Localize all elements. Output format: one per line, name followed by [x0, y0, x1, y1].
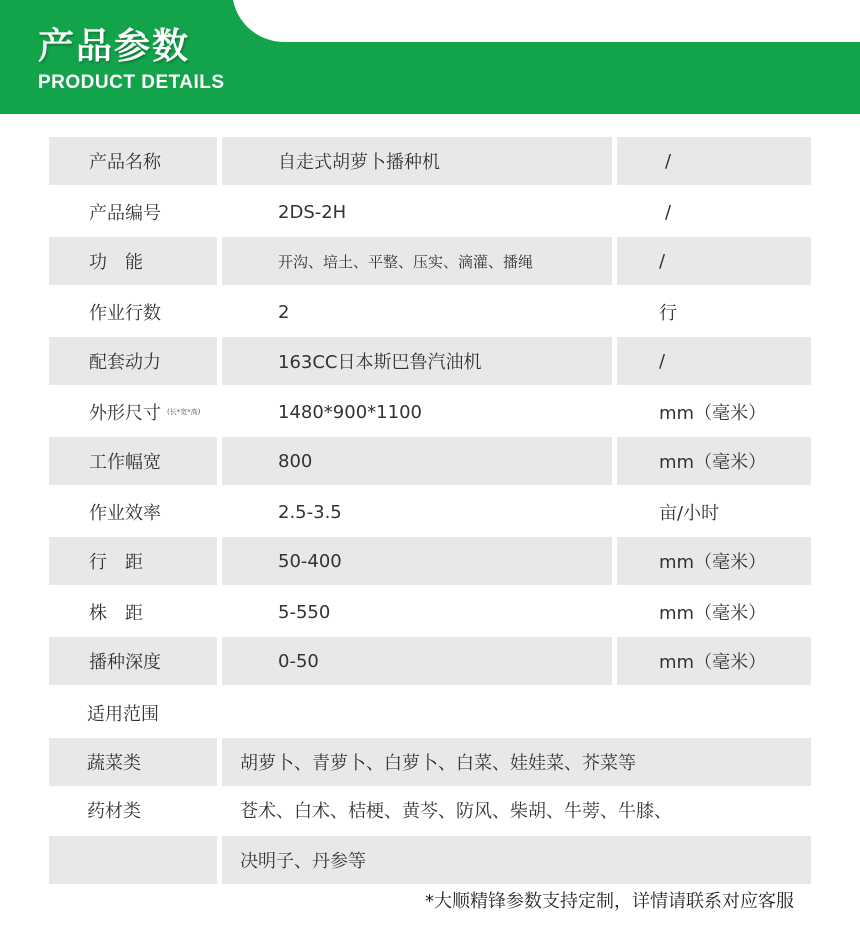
param-unit: /: [665, 201, 672, 223]
param-label: 作业行数: [89, 303, 161, 324]
param-value: 1480*900*1100: [278, 401, 422, 423]
param-value: 5-550: [278, 601, 331, 623]
param-label: 行 距: [49, 537, 217, 585]
param-unit: mm（毫米）: [659, 603, 767, 624]
param-value: 163CC日本斯巴鲁汽油机: [222, 337, 612, 385]
param-value: 2.5-3.5: [278, 501, 342, 523]
param-label: 产品编号: [89, 203, 161, 224]
param-unit: /: [617, 337, 811, 385]
params-table: [49, 137, 811, 687]
page-subtitle: PRODUCT DETAILS: [38, 72, 225, 93]
table-row: [49, 487, 811, 537]
table-row: [49, 587, 811, 637]
table-row: [49, 387, 811, 437]
param-label: 外形尺寸 (长*宽*高): [89, 403, 201, 424]
param-label-note: (长*宽*高): [167, 408, 201, 416]
param-unit: 亩/小时: [659, 503, 720, 524]
header-white-curve: [232, 0, 860, 42]
applicable-value: 胡萝卜、青萝卜、白萝卜、白菜、娃娃菜、芥菜等: [222, 738, 811, 786]
table-row: [49, 437, 811, 487]
param-unit: 行: [659, 303, 677, 324]
param-value: 800: [222, 437, 612, 485]
param-unit: /: [617, 237, 811, 285]
applicable-scope-title: 适用范围: [87, 704, 159, 725]
table-row: [49, 637, 811, 687]
table-row: [49, 337, 811, 387]
applicable-label: [49, 836, 217, 884]
header-banner: [0, 0, 860, 114]
page-title: 产品参数: [38, 26, 191, 67]
table-row: [49, 187, 811, 237]
param-label: 产品名称: [49, 137, 217, 185]
param-label: 工作幅宽: [49, 437, 217, 485]
table-row: [49, 237, 811, 287]
customization-footnote: *大顺精锋参数支持定制，详情请联系对应客服: [425, 891, 794, 912]
param-label: 播种深度: [49, 637, 217, 685]
param-value: 自走式胡萝卜播种机: [222, 137, 612, 185]
applicable-value: 苍术、白术、桔梗、黄芩、防风、柴胡、牛蒡、牛膝、: [240, 801, 672, 822]
param-label: 功 能: [49, 237, 217, 285]
param-label: 作业效率: [89, 503, 161, 524]
param-unit: /: [617, 137, 811, 185]
applicable-label: 蔬菜类: [49, 738, 217, 786]
applicable-row-vegetables: [49, 738, 811, 786]
param-unit: mm（毫米）: [617, 537, 811, 585]
table-row: [49, 537, 811, 587]
param-unit: mm（毫米）: [617, 437, 811, 485]
param-value: 50-400: [222, 537, 612, 585]
param-value: 2: [278, 301, 290, 323]
param-value: 2DS-2H: [278, 201, 347, 223]
table-row: [49, 287, 811, 337]
param-label: 配套动力: [49, 337, 217, 385]
applicable-value: 决明子、丹参等: [222, 836, 811, 884]
table-row: [49, 137, 811, 187]
applicable-label: 药材类: [87, 801, 141, 822]
param-unit: mm（毫米）: [659, 403, 767, 424]
applicable-row-herbs-cont: [49, 836, 811, 884]
param-value: 开沟、培土、平整、压实、滴灌、播绳: [222, 237, 612, 285]
param-value: 0-50: [222, 637, 612, 685]
param-unit: mm（毫米）: [617, 637, 811, 685]
applicable-row-herbs: [49, 786, 811, 834]
param-label: 株 距: [89, 603, 143, 624]
